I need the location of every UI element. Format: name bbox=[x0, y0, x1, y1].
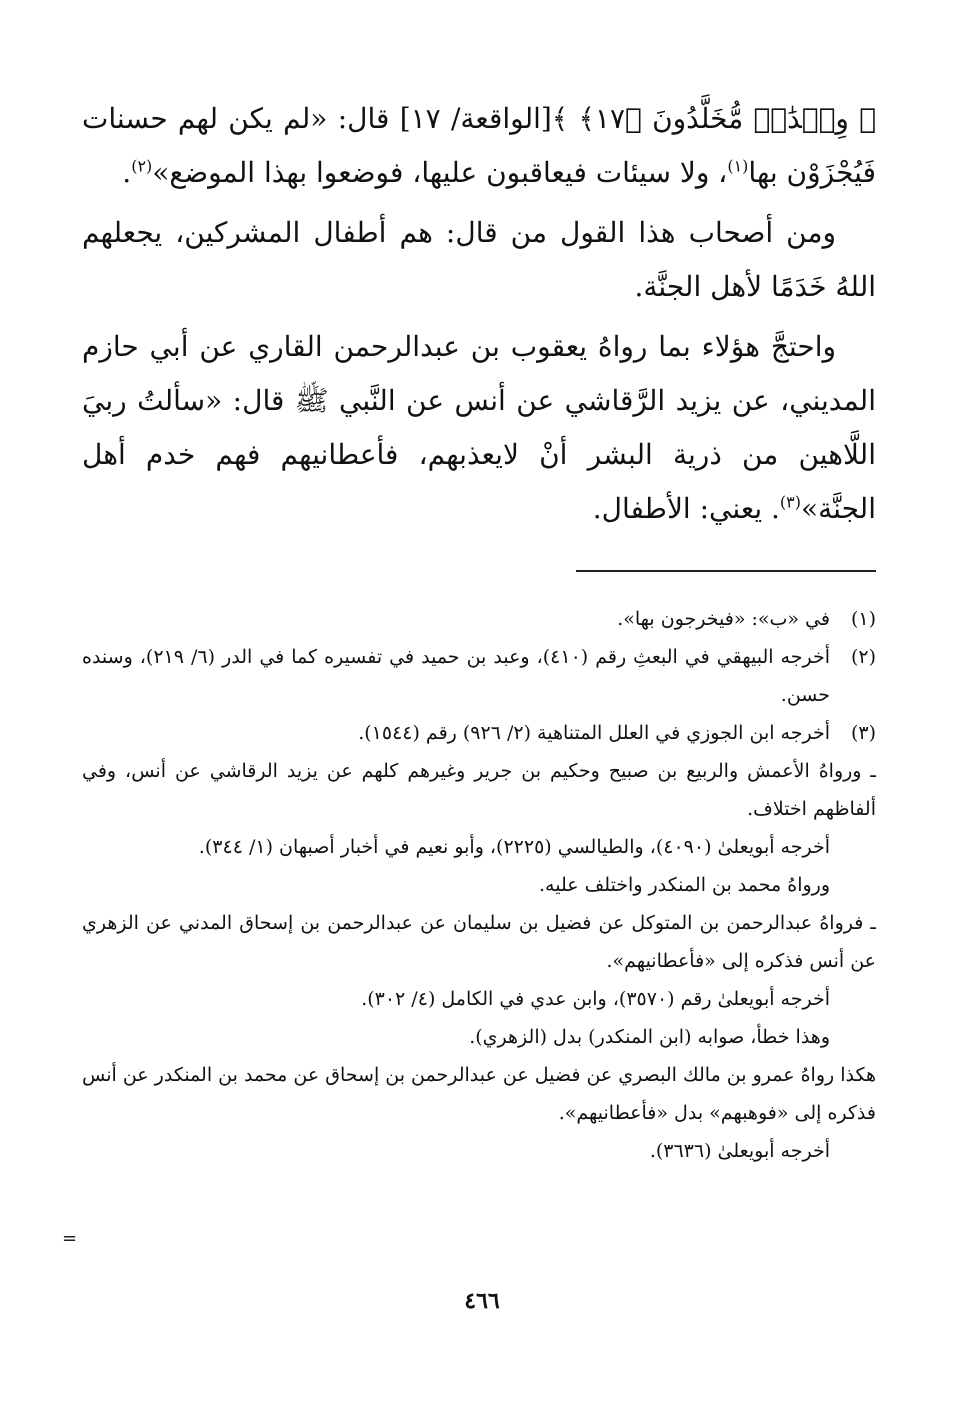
footnote-line: هكذا رواهُ عمرو بن مالك البصري عن فضيل عن عبدالرحمن بن إسحاق عن محمد بن المنكدر عن أنس فذكره إلى «فوهبهم» بدل «فأعطانيهم». bbox=[82, 1064, 876, 1124]
footnote-line: أخرجه البيهقي في البعثِ رقم (٤١٠)، وعبد بن حميد في تفسيره كما في الدر (٦/ ٢١٩)، وسنده حسن. bbox=[82, 646, 830, 706]
footnote-1 bbox=[82, 600, 876, 638]
footnote-number: (٣) bbox=[850, 722, 876, 744]
footnote-number: (١) bbox=[850, 608, 876, 630]
footnote-line: ورواهُ محمد بن المنكدر واختلف عليه. bbox=[538, 874, 830, 896]
paragraph-3-text: واحتجَّ هؤلاء بما رواهُ يعقوب بن عبدالرحمن القاري عن أبي حازم المديني، عن يزيد الرَّقاشي عن أنس عن النَّبي ﷺ قال: «سألتُ ربيَ اللَّاهين من ذرية البشر أنْ لايعذبهم، فأعطانيهم فهم خدم أهل الجنَّة» bbox=[82, 330, 876, 525]
footnotes bbox=[82, 600, 876, 1170]
footnote-number: (٢) bbox=[850, 646, 876, 668]
footnote-3 bbox=[82, 714, 876, 1170]
page-number: ٤٦٦ bbox=[464, 1288, 500, 1314]
paragraph-3-end: . يعني: الأطفال. bbox=[592, 492, 780, 525]
paragraph-1-end: . bbox=[122, 156, 132, 189]
footnote-line: أخرجه أبويعلىٰ (٤٠٩٠)، والطيالسي (٢٢٢٥)، وأبو نعيم في أخبار أصبهان (١/ ٣٤٤). bbox=[198, 836, 830, 858]
footnote-ref-2[interactable]: (٢) bbox=[131, 156, 153, 176]
main-text bbox=[82, 92, 876, 542]
footnote-body bbox=[82, 714, 876, 1170]
footnote-body bbox=[82, 600, 830, 638]
footnote-ref-1[interactable]: (١) bbox=[727, 156, 749, 176]
continuation-mark: = bbox=[62, 1228, 78, 1249]
footnote-body bbox=[82, 638, 830, 714]
footnote-line: في «ب»: «فيخرجون بها». bbox=[617, 608, 830, 630]
paragraph-1-text-b: ، ولا سيئات فيعاقبون عليها، فوضعوا بهذا الموضع» bbox=[152, 156, 728, 189]
footnote-line: ـ ورواهُ الأعمش والربيع بن صبيح وحكيم بن جرير وغيرهم كلهم عن يزيد الرقاشي عن أنس، وفي ألفاظهم اختلاف. bbox=[82, 760, 876, 820]
footnote-line: ـ فرواهُ عبدالرحمن بن المتوكل عن فضيل بن سليمان عن عبدالرحمن بن إسحاق المدني عن الزهري عن أنس فذكره إلى «فأعطانيهم». bbox=[82, 912, 876, 972]
footnote-line: أخرجه أبويعلىٰ رقم (٣٥٧٠)، وابن عدي في الكامل (٤/ ٣٠٢). bbox=[361, 988, 830, 1010]
footnote-separator bbox=[576, 570, 876, 572]
paragraph-1-text: ﴿ وِلۡدَٰنٞ مُّخَلَّدُونَ ﴿١٧﴾ ﴾[الواقعة/ ١٧] قال: «لم يكن لهم حسنات فَيُجْزَوْن بها bbox=[82, 102, 877, 189]
footnote-line: أخرجه أبويعلىٰ (٣٦٣٦). bbox=[649, 1140, 830, 1162]
paragraph-1 bbox=[82, 92, 876, 200]
footnote-2 bbox=[82, 638, 876, 714]
paragraph-3 bbox=[82, 320, 876, 536]
paragraph-2: ومن أصحاب هذا القول من قال: هم أطفال المشركين، يجعلهم اللهُ خَدَمًا لأهل الجنَّة. bbox=[82, 216, 876, 303]
footnote-ref-3[interactable]: (٣) bbox=[779, 492, 802, 512]
footnote-line: وهذا خطأ، صوابه (ابن المنكدر) بدل (الزهري). bbox=[469, 1026, 830, 1048]
footnote-line: أخرجه ابن الجوزي في العلل المتناهية (٢/ ٩٢٦) رقم (١٥٤٤). bbox=[358, 722, 830, 744]
